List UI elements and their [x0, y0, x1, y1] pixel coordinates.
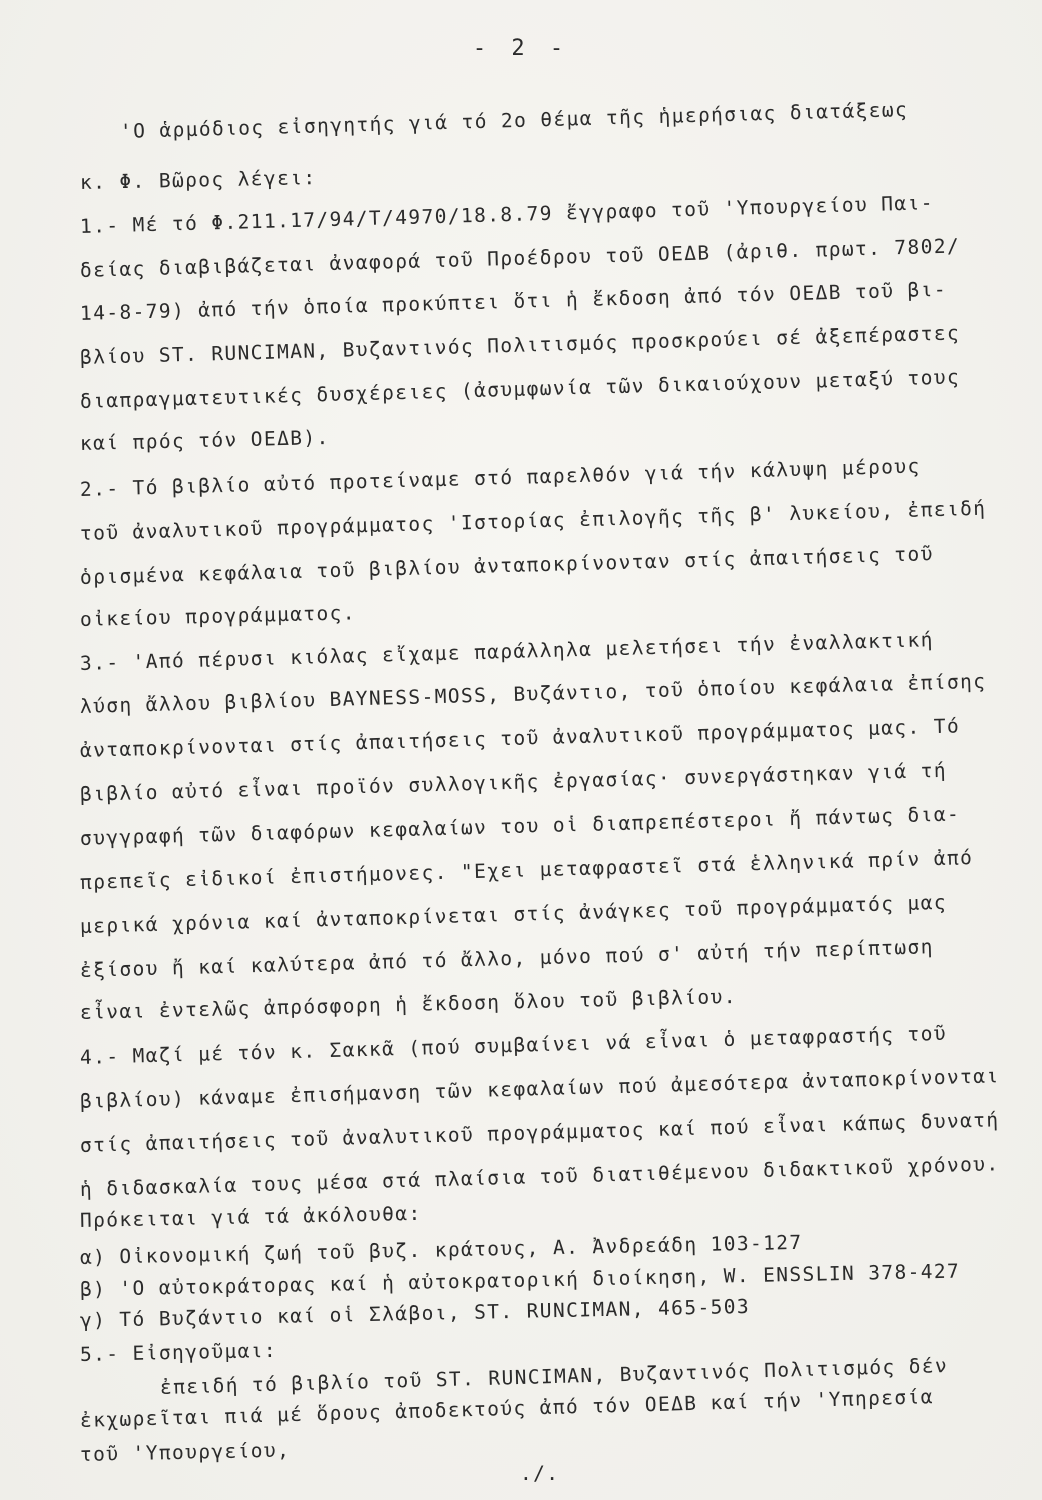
text-line: ἡ διδασκαλία τους μέσα στά πλαίσια τοῦ διατιθέμενου διδακτικοῦ χρόνου. [79, 1152, 1000, 1201]
text-line: καί πρός τόν ΟΕΔΒ). [79, 426, 330, 456]
text-line: ὁρισμένα κεφάλαια τοῦ βιβλίου ἀνταποκρίνονταν στίς ἀπαιτήσεις τοῦ [79, 541, 935, 589]
text-line: στίς ἀπαιτήσεις τοῦ ἀναλυτικοῦ προγράμματος καί πού εἶναι κάπως δυνατή [79, 1108, 1000, 1157]
text-line: λύση ἄλλου βιβλίου BAYNESS-MOSS, Βυζάντιο, τοῦ ὁποίου κεφάλαια ἐπίσης [79, 670, 987, 719]
text-line: ἀνταποκρίνονται στίς ἀπαιτήσεις τοῦ ἀναλυτικοῦ προγράμματος μας. Τό [79, 714, 961, 763]
text-line: βλίου ST. RUNCIMAN, Βυζαντινός Πολιτισμός προσκρούει σέ ἀξεπέραστες [79, 321, 961, 370]
text-line: κ. Φ. Βῶρος λέγει: [79, 165, 317, 194]
text-line: πρεπεῖς εἰδικοί ἐπιστήμονες. "Εχει μεταφραστεῖ στά ἑλληνικά πρίν ἀπό [79, 845, 974, 894]
text-line: 3.- 'Από πέρυσι κιόλας εἴχαμε παράλληλα μελετήσει τήν ἐναλλακτική [79, 627, 935, 675]
text-line: 4.- Μαζί μέ τόν κ. Σακκᾶ (πού συμβαίνει νά εἶναι ὁ μεταφραστής τοῦ [79, 1021, 948, 1070]
text-line: οἰκείου προγράμματος. [79, 600, 357, 631]
text-line: μερικά χρόνια καί ἀνταποκρίνεται στίς ἀνάγκες τοῦ προγράμματός μας [79, 890, 948, 938]
list-item-c: γ) Τό Βυζάντιο καί οἱ Σλάβοι, ST. RUNCIMAN, 465-503 [79, 1295, 751, 1333]
text-line: 2.- Τό βιβλίο αὐτό προτείναμε στό παρελθόν γιά τήν κάλυψη μέρους [79, 454, 921, 501]
continuation-mark: ./. [520, 1462, 560, 1485]
text-line: ἐξίσου ἤ καί καλύτερα ἀπό τό ἄλλο, μόνο πού σ' αὐτή τήν περίπτωση [79, 934, 935, 982]
text-line: τοῦ 'Υπουργείου, [79, 1438, 291, 1466]
text-line: ἐκχωρεῖται πιά μέ ὅρους ἀποδεκτούς ἀπό τόν ΟΕΔΒ καί τήν 'Υπηρεσία [79, 1385, 935, 1433]
text-line: 1.- Μέ τό Φ.211.17/94/Τ/4970/18.8.79 ἔγγραφο τοῦ 'Υπουργείου Παι- [79, 190, 935, 238]
text-line: εἶναι ἐντελῶς ἀπρόσφορη ἡ ἔκδοση ὅλου τοῦ βιβλίου. [79, 984, 738, 1024]
text-line: δείας διαβιβάζεται ἀναφορά τοῦ Προέδρου τοῦ ΟΕΔΒ (ἀριθ. πρωτ. 7802/ [79, 234, 961, 282]
text-line: ἐπειδή τό βιβλίο τοῦ ST. RUNCIMAN, Βυζαντινός Πολιτισμός δέν [159, 1353, 949, 1399]
text-line: 5.- Εἰσηγοῦμαι: [79, 1338, 278, 1366]
text-line: διαπραγματευτικές δυσχέρειες (ἀσυμφωνία τῶν δικαιούχουν μεταξύ τους [79, 365, 961, 414]
list-item-a: α) Οἰκονομική ζωή τοῦ βυζ. κράτους, Α. Ἀνδρεάδη 103-127 [79, 1231, 803, 1270]
page-number: - 2 - [472, 36, 570, 61]
text-line: συγγραφή τῶν διαφόρων κεφαλαίων του οἱ διαπρεπέστεροι ἤ πάντως δια- [79, 802, 961, 850]
text-line: βιβλίου) κάναμε ἐπισήμανση τῶν κεφαλαίων πού ἀμεσότερα ἀνταποκρίνονται [79, 1064, 1000, 1114]
list-item-b: β) 'Ο αὐτοκράτορας καί ἡ αὐτοκρατορική διοίκηση, W. ENSSLIN 378-427 [79, 1259, 961, 1301]
text-line: Πρόκειται γιά τά ἀκόλουθα: [79, 1202, 422, 1233]
text-line: βιβλίο αὐτό εἶναι προϊόν συλλογικῆς ἐργασίας· συνεργάστηκαν γιά τή [79, 758, 948, 807]
text-line: 'Ο ἁρμόδιος εἰσηγητής γιά τό 2ο θέμα τῆς ἡμερήσιας διατάξεως [119, 97, 909, 143]
text-line: 14-8-79) ἀπό τήν ὁποία προκύπτει ὅτι ἡ ἔκδοση ἀπό τόν ΟΕΔΒ τοῦ βι- [79, 278, 948, 326]
text-line: τοῦ ἀναλυτικοῦ προγράμματος 'Ιστορίας ἐπιλογῆς τῆς β' λυκείου, ἐπειδή [79, 496, 987, 545]
